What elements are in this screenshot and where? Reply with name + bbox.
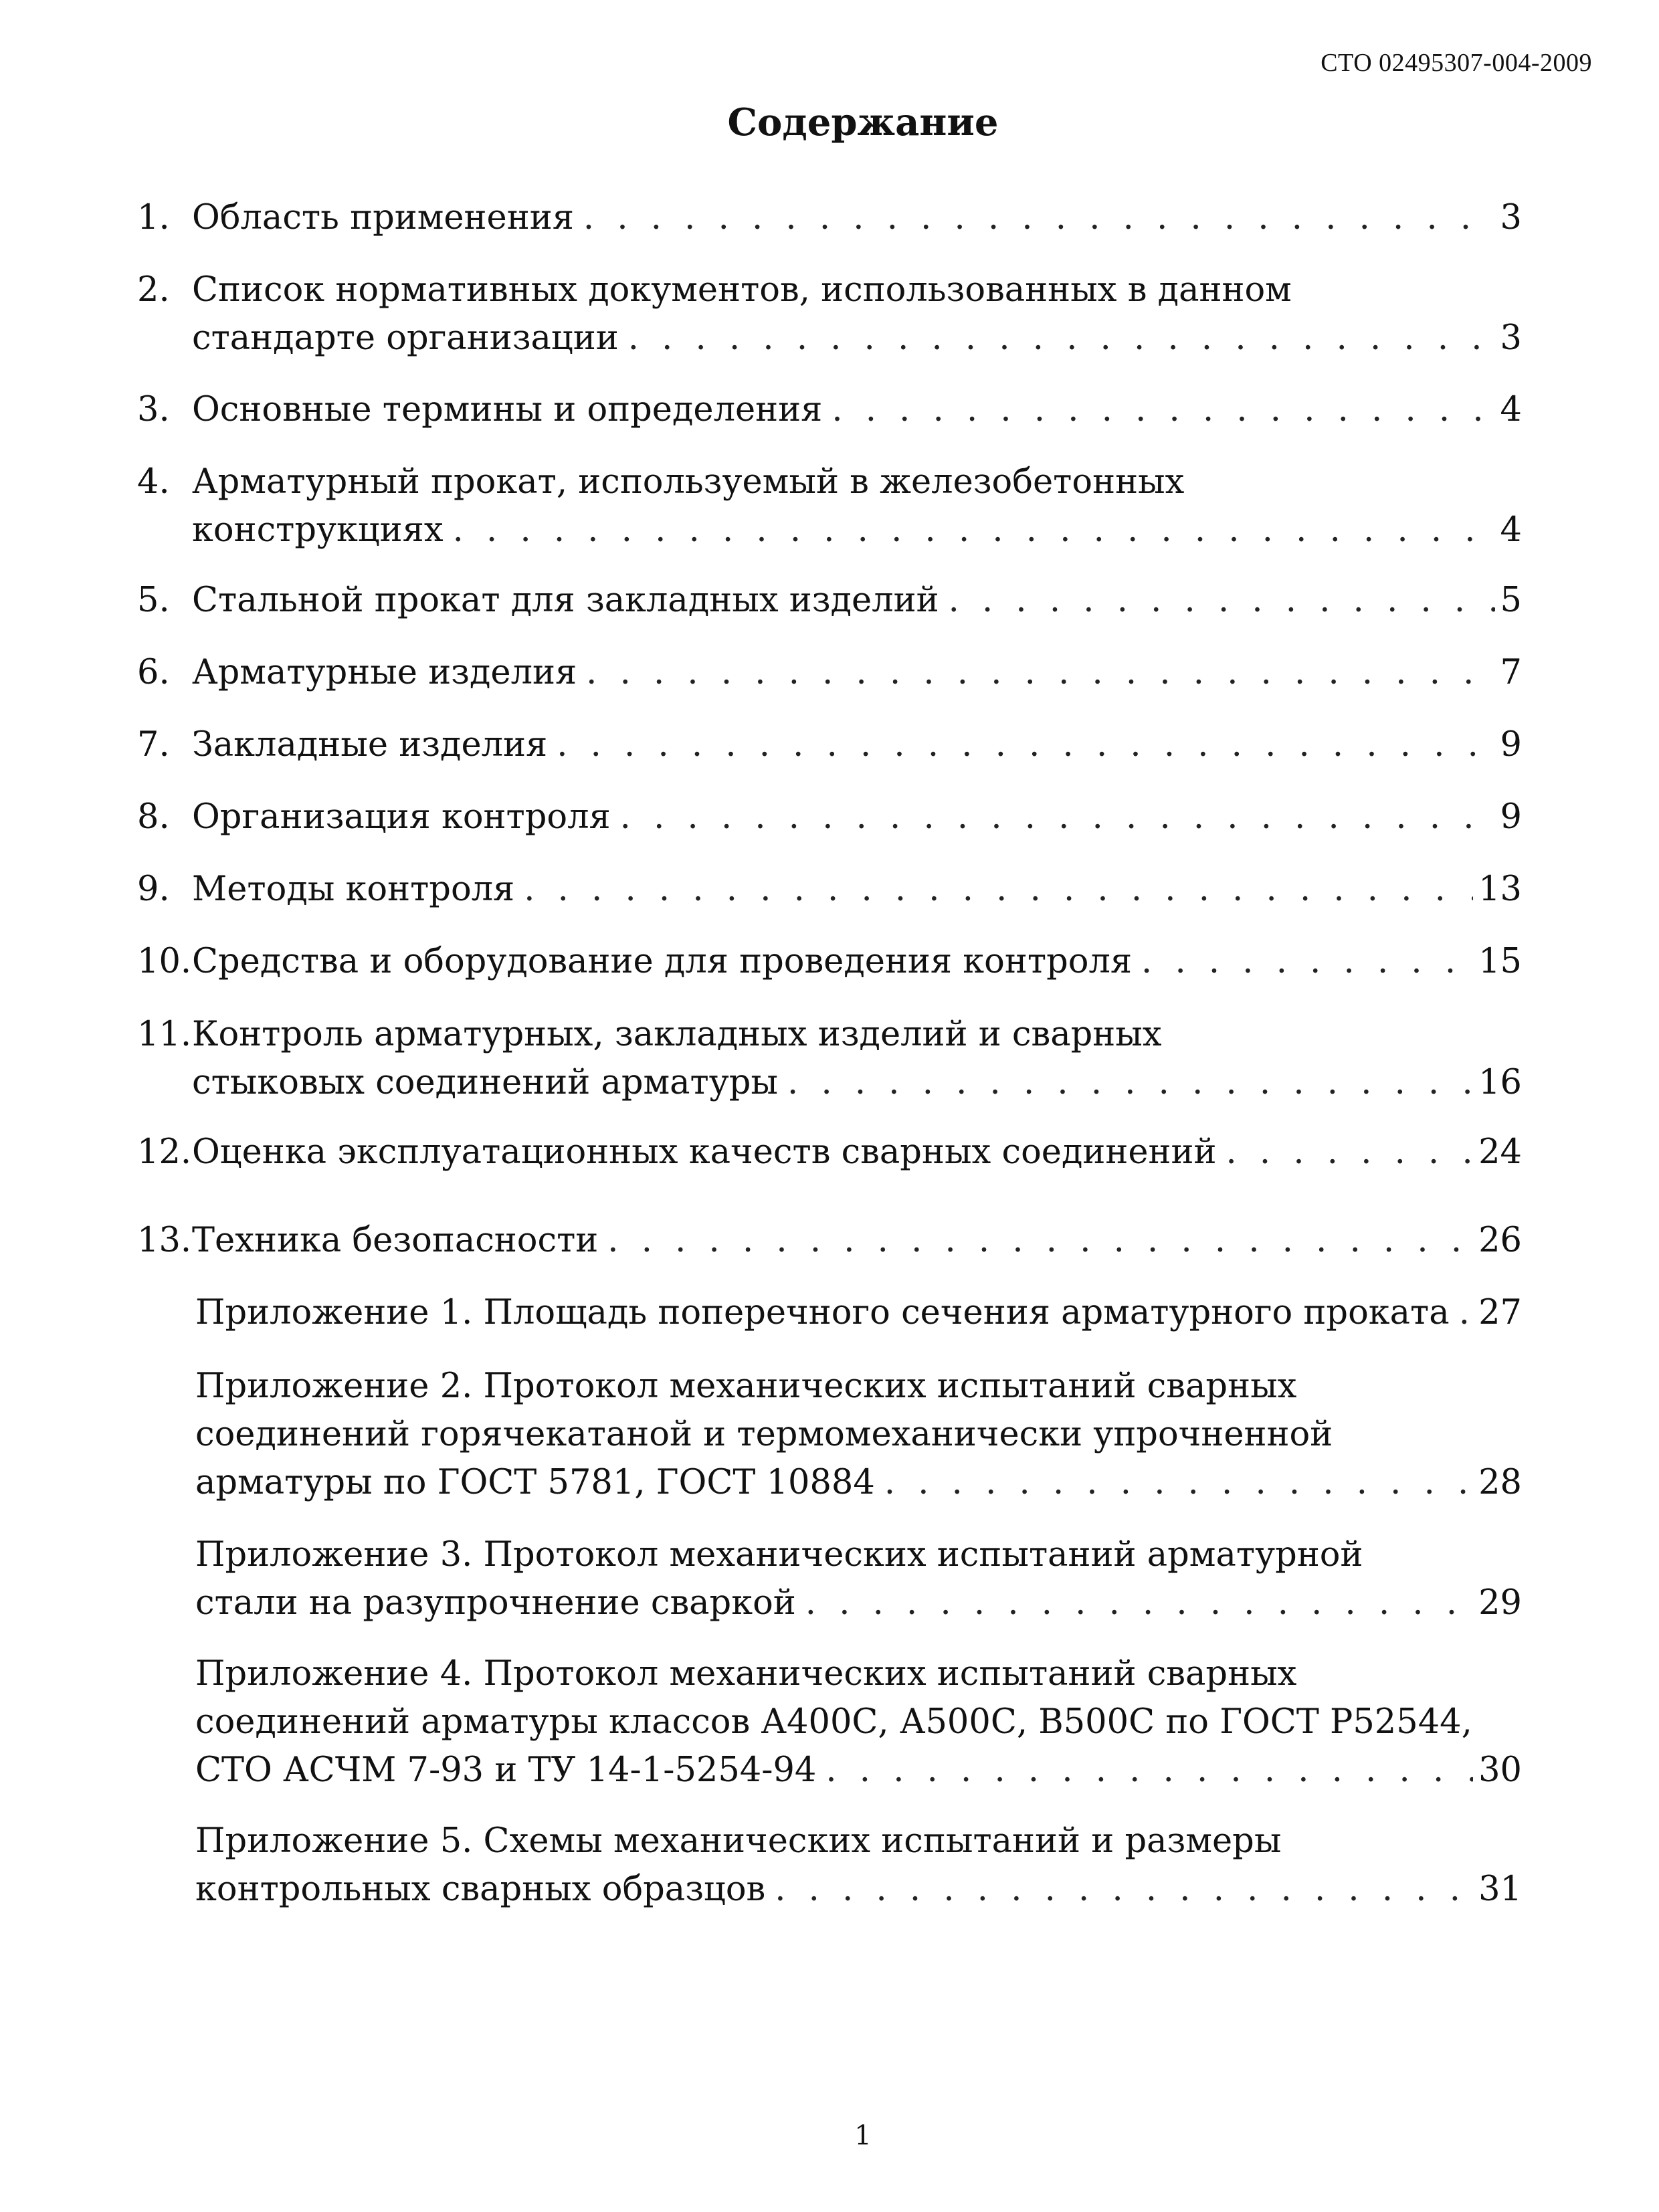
- toc-page-number: 15: [1478, 942, 1522, 981]
- toc-entry-number: 2.: [137, 270, 170, 310]
- toc-appendix-1[interactable]: [137, 1289, 1522, 1337]
- appendix-title-cont: СТО АСЧМ 7-93 и ТУ 14-1-5254-94: [195, 1750, 817, 1790]
- toc-entry-number: 3.: [137, 390, 170, 429]
- toc-entry-3[interactable]: [137, 386, 1522, 434]
- dot-leader: [583, 194, 1495, 242]
- toc-page-number: 4: [1500, 390, 1522, 429]
- toc-entry-number: 8.: [137, 797, 170, 837]
- toc-entry-9[interactable]: [137, 866, 1522, 914]
- toc-entry-13[interactable]: [137, 1217, 1522, 1265]
- dot-leader: [825, 1746, 1473, 1795]
- appendix-title-cont: соединений горячекатаной и термомеханически упрочненной: [195, 1415, 1333, 1454]
- toc-page-number: 28: [1478, 1463, 1522, 1502]
- toc-page-number: 13: [1478, 870, 1522, 909]
- toc-entry-title: Стальной прокат для закладных изделий: [192, 581, 939, 620]
- toc-entry-number: 13.: [137, 1221, 192, 1260]
- dot-leader: [453, 506, 1495, 555]
- dot-leader: [949, 577, 1495, 625]
- toc-entry-number: 11.: [137, 1015, 192, 1054]
- toc-page-number: 9: [1500, 725, 1522, 765]
- toc-entry-number: 7.: [137, 725, 170, 765]
- dot-leader: [787, 1059, 1473, 1107]
- toc-entry-5[interactable]: [137, 577, 1522, 625]
- toc-page-number: 31: [1478, 1870, 1522, 1909]
- toc-entry-number: 10.: [137, 942, 192, 981]
- toc-entry-title: Список нормативных документов, использованных в данном: [192, 270, 1292, 310]
- dot-leader: [805, 1579, 1473, 1627]
- dot-leader: [607, 1217, 1473, 1265]
- toc-entry-11[interactable]: [137, 1011, 1522, 1107]
- toc-page-number: 30: [1478, 1750, 1522, 1790]
- dot-leader: [1141, 938, 1473, 986]
- appendix-title-cont: стали на разупрочнение сваркой: [195, 1583, 796, 1623]
- toc-entry-8[interactable]: [137, 793, 1522, 841]
- appendix-title-cont: соединений арматуры классов А400С, А500С, В500С по ГОСТ Р52544,: [195, 1702, 1472, 1742]
- toc-entry-4[interactable]: [137, 458, 1522, 555]
- appendix-title-cont: арматуры по ГОСТ 5781, ГОСТ 10884: [195, 1463, 875, 1502]
- dot-leader: [1226, 1128, 1474, 1177]
- toc-appendix-5[interactable]: [137, 1817, 1522, 1914]
- toc-page-number: 29: [1478, 1583, 1522, 1623]
- toc-entry-number: 4.: [137, 462, 170, 502]
- toc-entry-6[interactable]: [137, 649, 1522, 697]
- dot-leader: [586, 649, 1494, 697]
- toc-appendix-4[interactable]: [137, 1650, 1522, 1795]
- appendix-title: Приложение 3. Протокол механических испытаний арматурной: [195, 1535, 1363, 1575]
- toc-entry-title: Закладные изделия: [192, 725, 548, 765]
- toc-entry-title: Средства и оборудование для проведения контроля: [192, 942, 1133, 981]
- dot-leader: [628, 314, 1495, 363]
- toc-page-number: 26: [1478, 1221, 1522, 1260]
- page-number: 1: [854, 2120, 872, 2151]
- dot-leader: [775, 1866, 1473, 1914]
- toc-page-number: 7: [1500, 653, 1522, 692]
- dot-leader: [884, 1459, 1473, 1507]
- dot-leader: [524, 866, 1473, 914]
- toc-entry-title: Область применения: [192, 198, 574, 237]
- toc-page-number: 3: [1500, 198, 1522, 237]
- toc-entry-title-cont: стыковых соединений арматуры: [192, 1063, 779, 1102]
- toc-entry-1[interactable]: [137, 194, 1522, 242]
- toc-page-number: 3: [1500, 318, 1522, 358]
- toc-page-number: 27: [1478, 1293, 1522, 1332]
- toc-appendix-3[interactable]: [137, 1531, 1522, 1627]
- toc-page-number: 24: [1478, 1132, 1522, 1172]
- toc-page-number: 4: [1500, 510, 1522, 550]
- dot-leader: [832, 386, 1494, 434]
- appendix-title: Приложение 4. Протокол механических испытаний сварных: [195, 1654, 1297, 1694]
- toc-entry-7[interactable]: [137, 721, 1522, 769]
- toc-page-number: 5: [1500, 581, 1522, 620]
- toc-appendix-2[interactable]: [137, 1363, 1522, 1507]
- toc-entry-title: Контроль арматурных, закладных изделий и сварных: [192, 1015, 1162, 1054]
- toc-entry-title: Основные термины и определения: [192, 390, 823, 429]
- dot-leader: [557, 721, 1494, 769]
- appendix-title: Приложение 1. Площадь поперечного сечения арматурного проката: [195, 1293, 1450, 1332]
- document-code: СТО 02495307-004-2009: [1321, 49, 1592, 77]
- appendix-title: Приложение 2. Протокол механических испытаний сварных: [195, 1367, 1297, 1406]
- appendix-title-cont: контрольных сварных образцов: [195, 1870, 766, 1909]
- toc-entry-title: Организация контроля: [192, 797, 611, 837]
- toc-entry-title-cont: стандарте организации: [192, 318, 619, 358]
- toc-entry-title: Методы контроля: [192, 870, 515, 909]
- toc-entry-number: 12.: [137, 1132, 192, 1172]
- page-title: Содержание: [727, 100, 999, 144]
- toc-entry-10[interactable]: [137, 938, 1522, 986]
- toc-page-number: 9: [1500, 797, 1522, 837]
- toc-entry-number: 5.: [137, 581, 170, 620]
- toc-entry-title: Арматурные изделия: [192, 653, 577, 692]
- toc-entry-title-cont: конструкциях: [192, 510, 444, 550]
- toc-entry-title: Техника безопасности: [192, 1221, 599, 1260]
- toc-entry-number: 6.: [137, 653, 170, 692]
- toc-entry-title: Арматурный прокат, используемый в железобетонных: [192, 462, 1185, 502]
- toc-entry-12[interactable]: [137, 1128, 1522, 1177]
- toc-entry-number: 1.: [137, 198, 170, 237]
- toc-page-number: 16: [1478, 1063, 1522, 1102]
- toc-entry-2[interactable]: [137, 266, 1522, 363]
- dot-leader: [1459, 1289, 1473, 1337]
- appendix-title: Приложение 5. Схемы механических испытаний и размеры: [195, 1821, 1282, 1861]
- toc-entry-title: Оценка эксплуатационных качеств сварных соединений: [192, 1132, 1217, 1172]
- dot-leader: [620, 793, 1495, 841]
- toc-entry-number: 9.: [137, 870, 170, 909]
